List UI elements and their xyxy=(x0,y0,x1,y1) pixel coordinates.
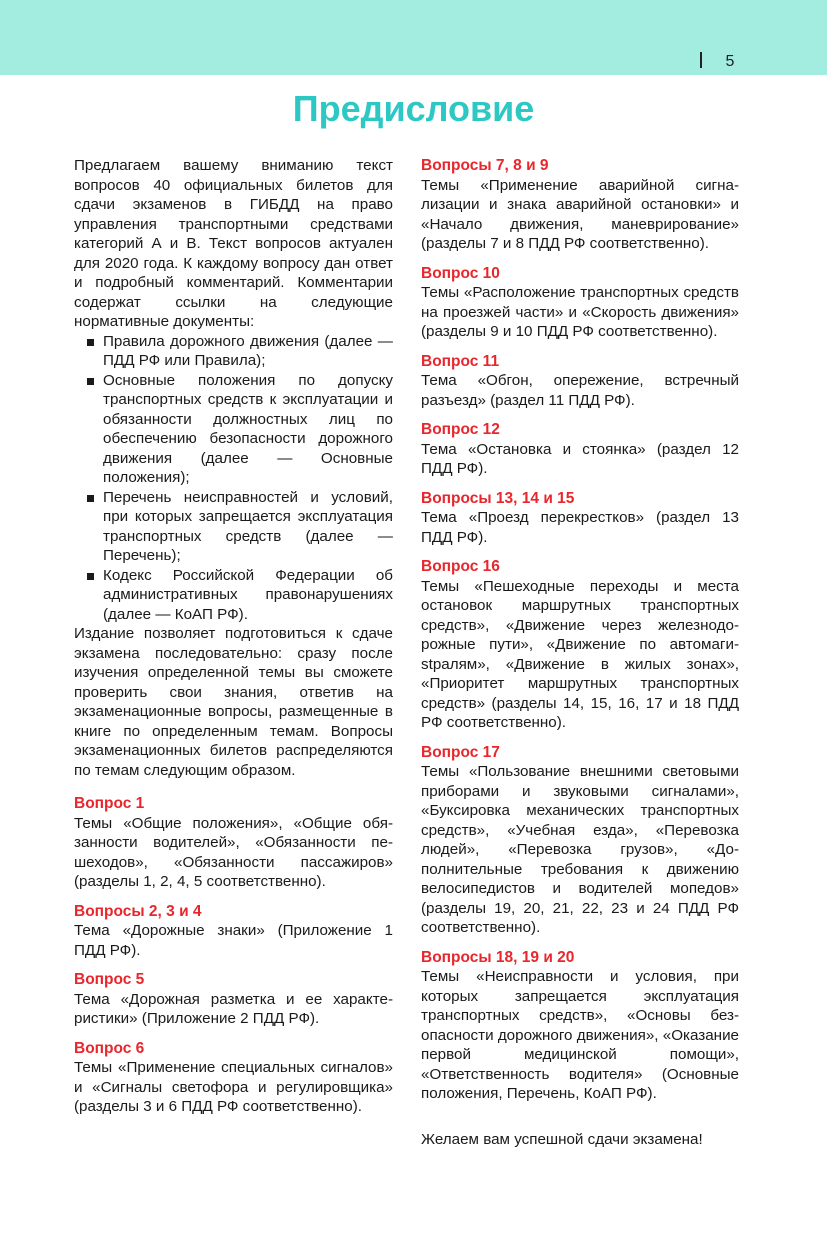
question-section xyxy=(421,743,739,938)
section-text: Тема «Дорожная разметка и ее характеристики» (Приложение 2 ПДД РФ). xyxy=(74,990,393,1027)
section-heading: Вопрос 17 xyxy=(421,743,500,761)
list-item-text: Правила дорожного движения (далее — ПДД РФ или Правила); xyxy=(103,332,393,369)
list-item-text: Кодекс Российской Федерации об административных правонарушениях (далее — КоАП РФ). xyxy=(103,566,393,623)
question-section xyxy=(421,489,739,548)
distribution-text: Издание позволяет подготовиться к сдаче экзамена последовательно: сразу после изучения определенной темы вы сможете проверить свои знания, ответив на экзаменационные вопросы, размещенные в книге по определенным темам. Вопросы экзаменационных билетов распределяются по темам следующим образом. xyxy=(74,625,393,779)
closing-wish: Желаем вам успешной сдачи экзамена! xyxy=(421,1130,703,1148)
page-number-value: 5 xyxy=(725,53,735,70)
section-text: Темы «Пользование внешними световыми приборами и звуковыми сигналами», «Буксировка механических транспортных средств», «Учебная езда», «Перевозка людей», «Перевозка грузов», «Дополнительные требования к движению велосипедистов и водителей мопедов» (разделы 19, 20, 21, 22, 23 и 24 ПДД РФ соответственно). xyxy=(421,763,739,936)
page-title: Предисловие xyxy=(292,88,535,129)
section-text: Тема «Остановка и стоянка» (раздел 12 ПДД РФ). xyxy=(421,440,739,477)
list-item xyxy=(74,332,393,371)
section-text: Темы «Неисправности и условия, при которых запрещается эксплуатация транспортных средств», «Основы безопасности дорожного движения», «Оказание первой медицинской помощи», «Ответственность водителя» (Основные положения, Перечень, КоАП РФ). xyxy=(421,968,739,1102)
section-text: Темы «Общие положения», «Общие обязанности водителей», «Обязанности пешеходов», «Обязанности пассажиров» (разделы 1, 2, 4, 5 соответственно). xyxy=(74,814,393,890)
bullet-icon xyxy=(87,573,94,580)
list-item xyxy=(74,488,393,566)
list-item xyxy=(74,371,393,488)
question-section xyxy=(421,557,739,733)
intro xyxy=(74,156,393,332)
section-heading: Вопрос 16 xyxy=(421,558,500,575)
distribution xyxy=(74,624,393,780)
bullet-icon xyxy=(87,495,94,502)
bullet-icon xyxy=(87,378,94,385)
question-section xyxy=(74,794,393,892)
bullet-icon xyxy=(87,339,94,346)
section-heading: Вопросы 2, 3 и 4 xyxy=(74,902,202,920)
section-heading: Вопрос 5 xyxy=(74,971,145,988)
page-number-divider xyxy=(700,52,702,68)
section-text: Темы «Применение аварийной сигнализации и знака аварийной остановки» и «Начало движения, маневрирование» (разделы 7 и 8 ПДД РФ соответственно). xyxy=(421,176,739,252)
section-text: Тема «Обгон, опережение, встречный разъезд» (раздел 11 ПДД РФ). xyxy=(421,372,739,409)
section-heading: Вопросы 18, 19 и 20 xyxy=(421,948,575,966)
right-column xyxy=(421,156,739,1149)
section-text: Темы «Применение специальных сигналов» и «Сигналы светофора и регулировщика» (разделы 3 и 6 ПДД РФ соответственно). xyxy=(74,1059,393,1115)
section-text: Тема «Проезд перекрестков» (раздел 13 ПДД РФ). xyxy=(421,509,739,546)
left-column xyxy=(74,156,393,1117)
question-section xyxy=(74,970,393,1029)
question-section xyxy=(421,948,739,1104)
section-heading: Вопрос 10 xyxy=(421,264,500,282)
section-heading: Вопрос 11 xyxy=(421,352,500,370)
list-item-text: Перечень неисправностей и условий, при которых запрещается эксплуатация транспортных средств (далее — Перечень); xyxy=(103,488,393,564)
section-heading: Вопросы 13, 14 и 15 xyxy=(421,489,575,507)
question-section xyxy=(421,156,739,254)
list-item-text: Основные положения по допуску транспортных средств к эксплуатации и обязанности должностных лиц по обеспечению безопасности дорожного движения (далее — Основные положения); xyxy=(103,371,393,486)
section-heading: Вопрос 1 xyxy=(74,795,145,812)
section-text: Темы «Расположение транспортных средств на проезжей части» и «Скорость движения» (разделы 9 и 10 ПДД РФ соответственно). xyxy=(421,284,739,340)
question-section xyxy=(74,902,393,961)
section-heading: Вопросы 7, 8 и 9 xyxy=(421,157,549,174)
section-text: Темы «Пешеходные переходы и места остановок маршрутных транспортных средств», «Движение через железнодорожные пути», «Движение по автомагиstралям», «Движение в жилых зонах», «Приоритет маршрутных транспортных средств» (разделы 14, 15, 16, 17 и 18 ПДД РФ соответственно). xyxy=(421,577,739,731)
list-item xyxy=(74,566,393,625)
section-heading: Вопрос 6 xyxy=(74,1039,145,1057)
question-section xyxy=(74,1039,393,1117)
section-heading: Вопрос 12 xyxy=(421,421,500,438)
question-section xyxy=(421,420,739,479)
question-section xyxy=(421,352,739,411)
section-text: Тема «Дорожные знаки» (Приложение 1 ПДД РФ). xyxy=(74,922,393,959)
page-number xyxy=(700,52,820,71)
documents-list xyxy=(74,332,393,625)
question-section xyxy=(421,264,739,342)
intro-text: Предлагаем вашему вниманию текст вопросов 40 официальных билетов для сдачи экзаменов в ГИБДД на право управления транспортными средствами категорий А и В. Текст вопросов актуален для 2020 года. К каждому вопросу дан ответ и подробный комментарий. Комментарии содержат ссылки на следующие нормативные документы: xyxy=(74,157,393,330)
